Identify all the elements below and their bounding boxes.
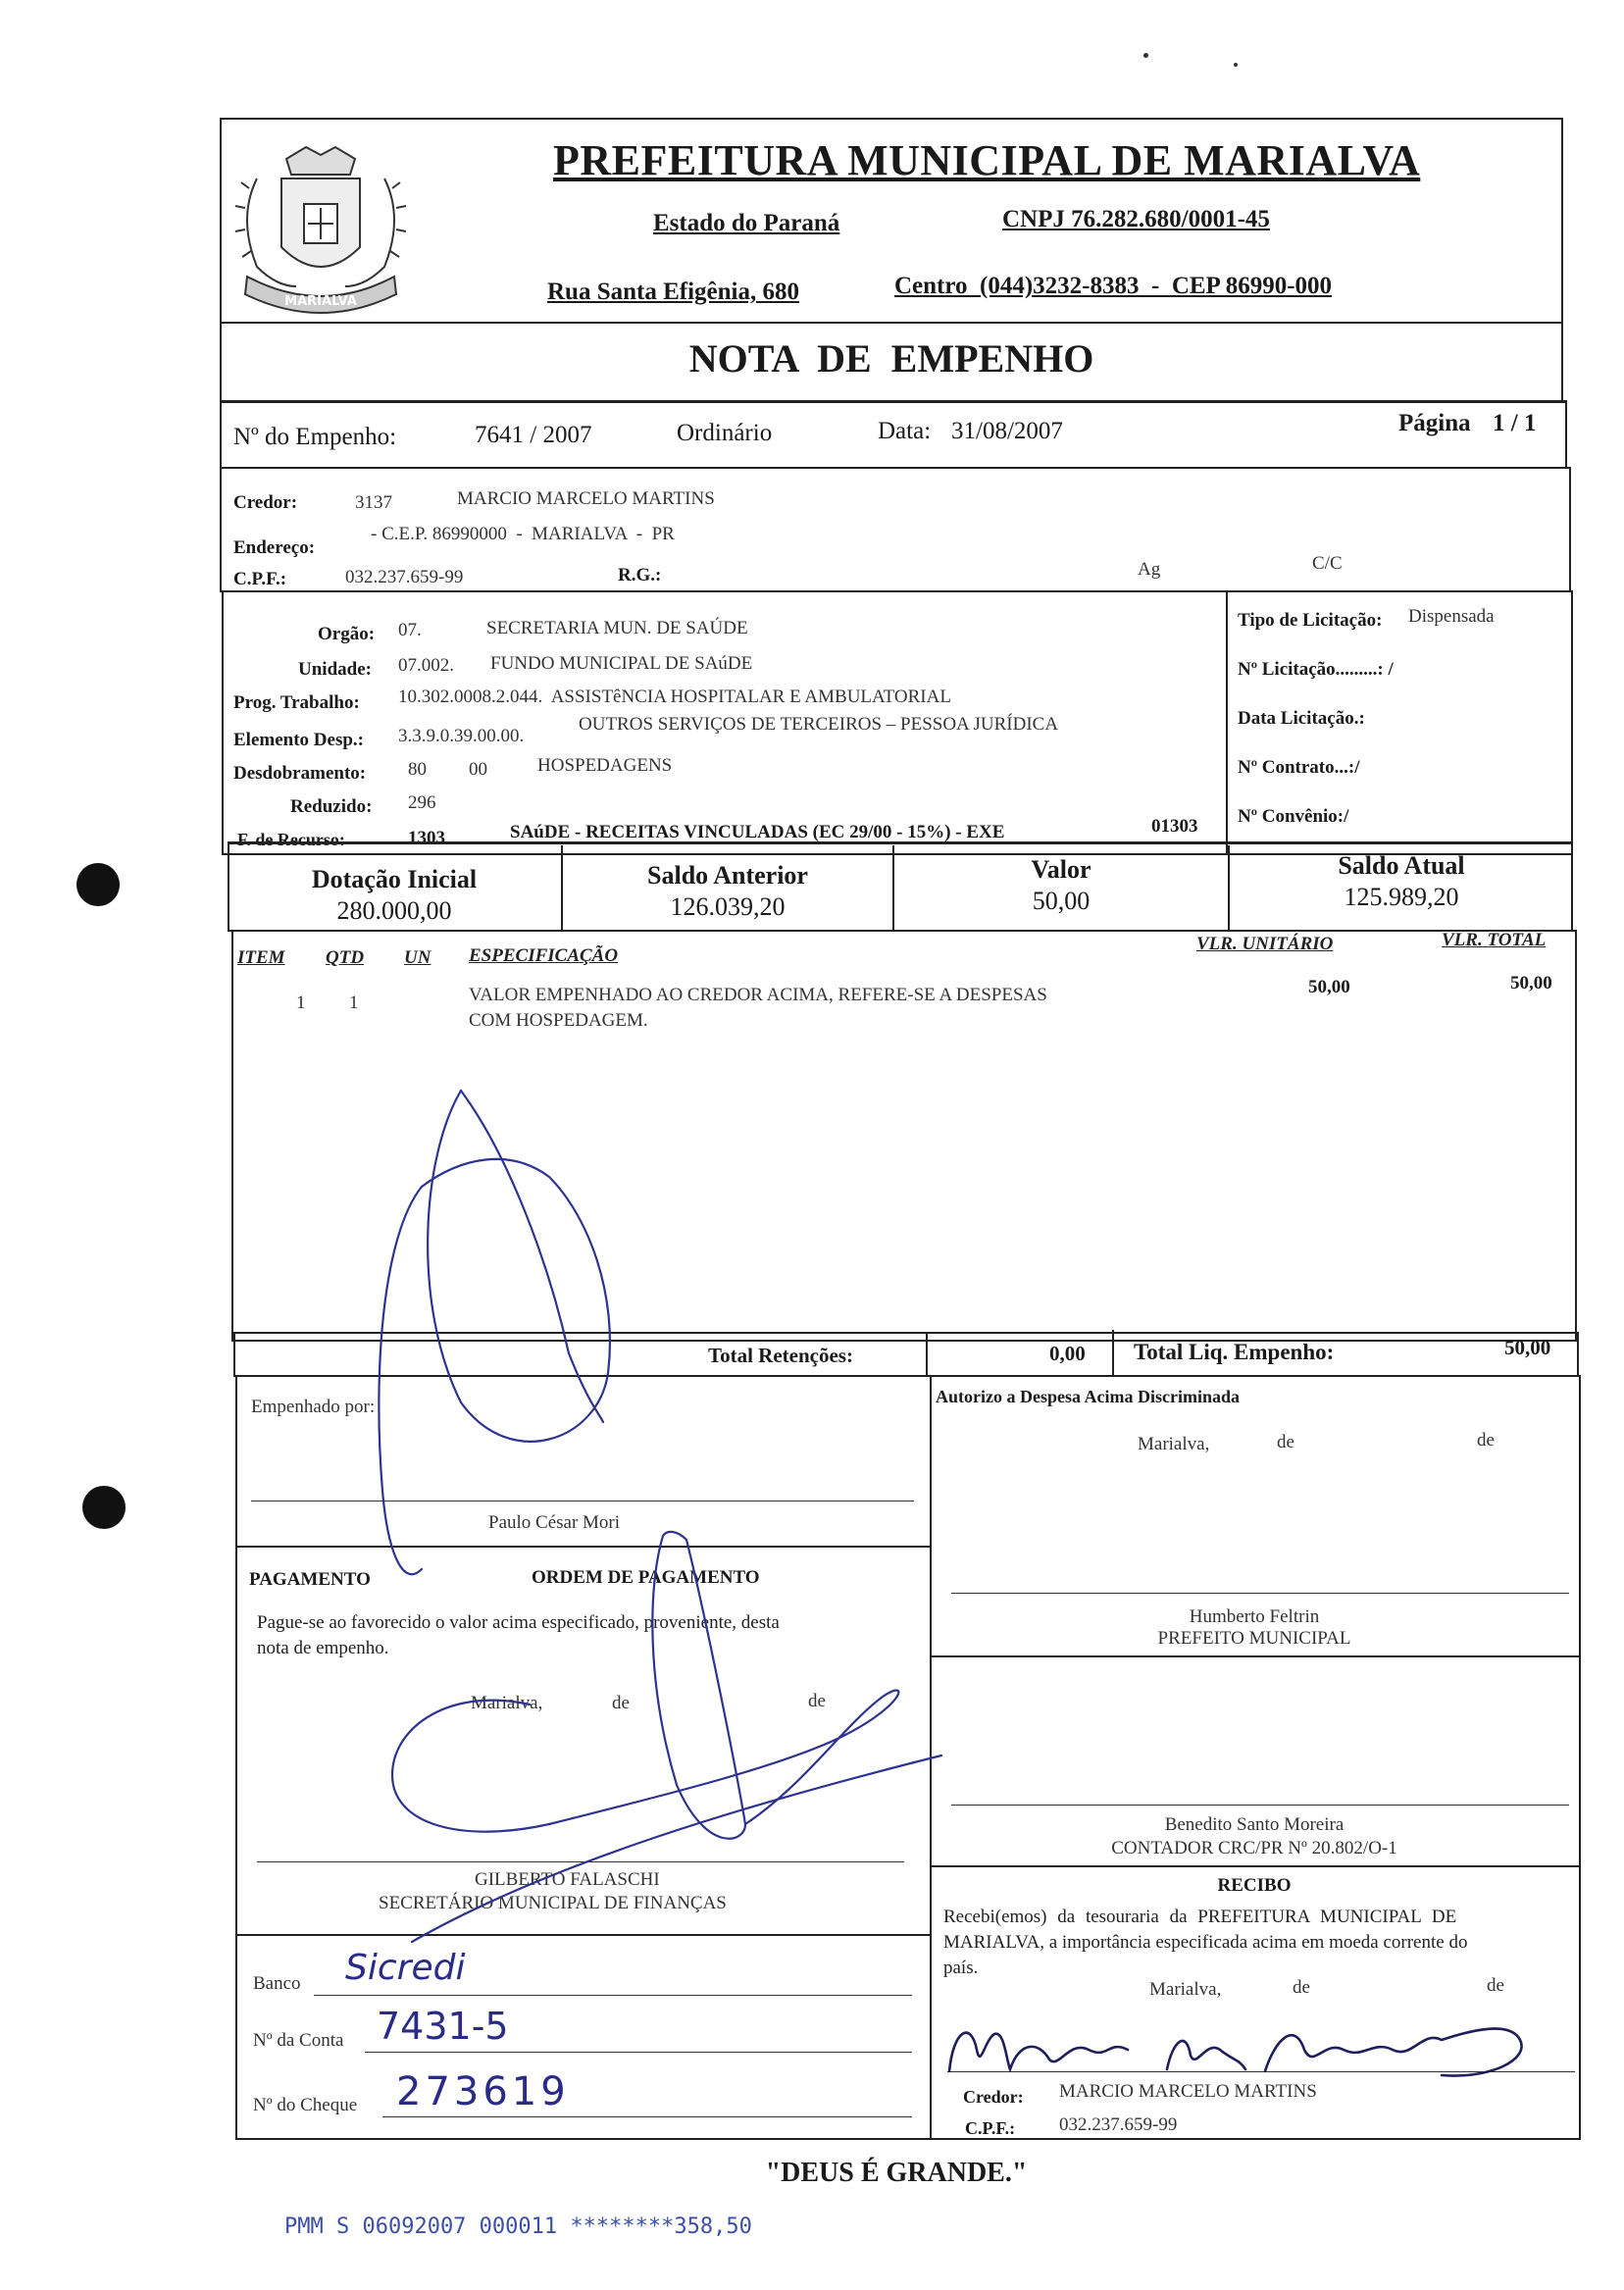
empenho-number-label: Nº do Empenho: <box>233 424 397 450</box>
contador-name: Benedito Santo Moreira <box>1164 1814 1345 1835</box>
pagamento-de-2: de <box>808 1691 826 1711</box>
item-unit-value: 50,00 <box>1308 977 1350 997</box>
empenho-type: Ordinário <box>677 420 773 446</box>
empenho-date-label: Data: <box>878 418 932 444</box>
saldo-anterior-value: 126.039,20 <box>670 892 786 921</box>
recibo-local: Marialva, <box>1149 1979 1222 2000</box>
col-total: VLR. TOTAL <box>1442 930 1547 950</box>
rg-label: R.G.: <box>618 565 662 585</box>
cheque-handwritten: 273619 <box>396 2069 570 2114</box>
autorizo-de-2: de <box>1477 1430 1495 1450</box>
convenio-label: Nº Convênio:/ <box>1238 806 1349 827</box>
item-qtd: 1 <box>349 992 359 1013</box>
crest-text: MARIALVA <box>284 294 357 309</box>
doc-title: NOTA DE EMPENHO <box>688 336 1094 381</box>
recibo-cpf-label: C.P.F.: <box>965 2118 1016 2138</box>
pagamento-label: PAGAMENTO <box>249 1569 371 1590</box>
col-espec: ESPECIFICAÇÃO <box>469 945 619 966</box>
recibo-text-line1: Recebi(emos) da tesouraria da PREFEITURA MUNICIPAL DE <box>943 1907 1457 1927</box>
orgao-label: Orgão: <box>318 624 376 644</box>
recurso-number: 01303 <box>1151 816 1198 837</box>
header-contact: Centro (044)3232-8383 - CEP 86990-000 <box>894 273 1333 299</box>
autorizo-de-1: de <box>1277 1432 1294 1452</box>
recibo-label: RECIBO <box>1217 1875 1292 1896</box>
liq-value: 50,00 <box>1504 1336 1551 1359</box>
credor-label: Credor: <box>233 492 298 513</box>
empenho-date: 31/08/2007 <box>951 418 1063 444</box>
recibo-credor-name: MARCIO MARCELO MARTINS <box>1059 2081 1317 2102</box>
motto: "DEUS É GRANDE." <box>765 2158 1028 2188</box>
dotacao-value: 280.000,00 <box>336 896 452 925</box>
tipo-licitacao-label: Tipo de Licitação: <box>1238 610 1383 631</box>
cpf-label: C.P.F.: <box>233 569 287 589</box>
banco-handwritten: Sicredi <box>345 1948 466 1988</box>
page-label: Página <box>1398 410 1471 436</box>
empenho-number: 7641 / 2007 <box>475 422 592 448</box>
recibo-credor-label: Credor: <box>963 2087 1024 2107</box>
ordem-pagamento-label: ORDEM DE PAGAMENTO <box>532 1567 760 1588</box>
conta-label: Nº da Conta <box>253 2030 344 2051</box>
recurso-code: 1303 <box>408 828 445 848</box>
saldo-anterior-label: Saldo Anterior <box>647 861 808 890</box>
orgao-value: SECRETARIA MUN. DE SAÚDE <box>486 618 748 638</box>
header-state: Estado do Paraná <box>653 210 840 236</box>
header-title: PREFEITURA MUNICIPAL DE MARIALVA <box>553 136 1421 184</box>
licitacao-number-label: Nº Licitação.........: / <box>1238 659 1394 680</box>
col-qtd: QTD <box>326 947 365 968</box>
pagamento-de-1: de <box>612 1693 630 1713</box>
valor-label: Valor <box>1031 855 1091 884</box>
item-espec-line1: VALOR EMPENHADO AO CREDOR ACIMA, REFERE-SE A DESPESAS <box>469 985 1047 1005</box>
prefeito-cargo: PREFEITO MUNICIPAL <box>1157 1628 1351 1649</box>
banco-label: Banco <box>253 1973 301 1994</box>
retencoes-value: 0,00 <box>1049 1342 1086 1365</box>
cpf-value: 032.237.659-99 <box>345 567 464 587</box>
elemento-code: 3.3.9.0.39.00.00. <box>398 726 525 746</box>
endereco-label: Endereço: <box>233 537 316 558</box>
item-espec-line2: COM HOSPEDAGEM. <box>469 1010 648 1031</box>
empenhado-label: Empenhado por: <box>251 1397 376 1417</box>
col-unit: VLR. UNITÁRIO <box>1196 934 1334 954</box>
elemento-label: Elemento Desp.: <box>233 730 364 750</box>
valor-value: 50,00 <box>1032 887 1091 915</box>
desdobramento-label: Desdobramento: <box>233 763 367 784</box>
item-number: 1 <box>296 992 306 1013</box>
pague-text-line2: nota de empenho. <box>257 1638 389 1658</box>
saldo-atual-value: 125.989,20 <box>1344 883 1459 911</box>
desdobramento-a: 80 <box>408 759 427 780</box>
col-un: UN <box>404 947 431 968</box>
cheque-label: Nº do Cheque <box>253 2095 358 2115</box>
endereco-value: - C.E.P. 86990000 - MARIALVA - PR <box>371 524 675 544</box>
unidade-code: 07.002. <box>398 655 454 676</box>
recibo-text-line2: MARIALVA, a importância especificada acima em moeda corrente do <box>943 1932 1468 1953</box>
prog-label: Prog. Trabalho: <box>233 692 360 713</box>
recibo-de-1: de <box>1293 1977 1310 1998</box>
cc-label: C/C <box>1312 553 1343 574</box>
desdobramento-value: HOSPEDAGENS <box>537 755 673 776</box>
recibo-de-2: de <box>1487 1975 1504 1996</box>
recibo-text-line3: país. <box>943 1958 979 1978</box>
recurso-value: SAúDE - RECEITAS VINCULADAS (EC 29/00 - 15%) - EXE <box>510 822 1005 842</box>
saldo-atual-label: Saldo Atual <box>1338 851 1465 880</box>
pagamento-local: Marialva, <box>471 1693 543 1713</box>
credor-name: MARCIO MARCELO MARTINS <box>457 488 715 509</box>
conta-handwritten: 7431-5 <box>377 2005 509 2048</box>
secretario-cargo: SECRETÁRIO MUNICIPAL DE FINANÇAS <box>379 1893 727 1913</box>
prog-value: 10.302.0008.2.044. ASSISTêNCIA HOSPITALAR E AMBULATORIAL <box>398 687 951 707</box>
contrato-label: Nº Contrato...:/ <box>1238 757 1360 778</box>
header-cnpj: CNPJ 76.282.680/0001-45 <box>1002 206 1270 232</box>
retencoes-label: Total Retenções: <box>708 1344 853 1367</box>
liq-label: Total Liq. Empenho: <box>1134 1340 1335 1364</box>
autorizo-local: Marialva, <box>1138 1434 1210 1454</box>
reduzido-label: Reduzido: <box>290 796 373 817</box>
header-address: Rua Santa Efigênia, 680 <box>547 279 799 305</box>
unidade-value: FUNDO MUNICIPAL DE SAúDE <box>490 653 753 674</box>
licitacao-date-label: Data Licitação.: <box>1238 708 1365 729</box>
orgao-code: 07. <box>398 620 422 640</box>
recurso-label: F. de Recurso: <box>237 830 345 849</box>
payment-stamp: PMM S 06092007 000011 ********358,50 <box>284 2214 752 2239</box>
page-number: 1 / 1 <box>1493 410 1537 436</box>
empenhado-name: Paulo César Mori <box>488 1512 621 1533</box>
tipo-licitacao-value: Dispensada <box>1408 606 1495 627</box>
elemento-value: OUTROS SERVIÇOS DE TERCEIROS – PESSOA JURÍDICA <box>579 714 1059 735</box>
credor-code: 3137 <box>355 492 392 513</box>
secretario-name: GILBERTO FALASCHI <box>475 1869 660 1890</box>
pague-text-line1: Pague-se ao favorecido o valor acima especificado, proveniente, desta <box>257 1612 780 1633</box>
ag-label: Ag <box>1138 559 1161 580</box>
desdobramento-b: 00 <box>469 759 487 780</box>
unidade-label: Unidade: <box>298 659 372 680</box>
dotacao-label: Dotação Inicial <box>311 865 478 893</box>
reduzido-value: 296 <box>408 792 436 813</box>
prefeito-name: Humberto Feltrin <box>1189 1606 1320 1627</box>
col-item: ITEM <box>237 947 285 968</box>
item-total-value: 50,00 <box>1510 973 1552 993</box>
recibo-cpf: 032.237.659-99 <box>1059 2114 1178 2135</box>
contador-cargo: CONTADOR CRC/PR Nº 20.802/O-1 <box>1111 1838 1397 1858</box>
autorizo-label: Autorizo a Despesa Acima Discriminada <box>936 1387 1240 1406</box>
